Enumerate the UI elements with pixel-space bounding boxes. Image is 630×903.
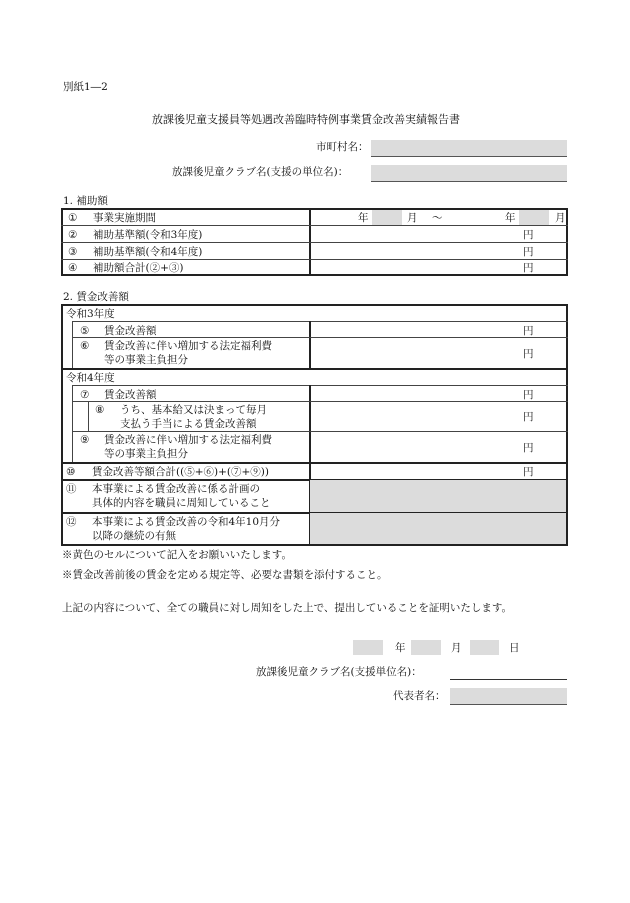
row-number: ③ (68, 246, 78, 258)
r3-heading: 令和3年度 (66, 308, 115, 320)
divider (309, 321, 311, 369)
period-month1-label: 月 (407, 212, 418, 224)
period-end-month-input[interactable] (519, 210, 549, 225)
r3-base-label: 補助基準額(令和3年度) (93, 229, 203, 241)
municipality-input[interactable] (371, 140, 567, 157)
section2-heading: 2. 賃金改善額 (63, 291, 129, 303)
divider (88, 401, 89, 431)
date-year-input[interactable] (353, 640, 383, 655)
date-year-label: 年 (395, 642, 406, 654)
r4-base-pay-label-line2: 支払う手当による賃金改善額 (120, 418, 257, 430)
divider (72, 321, 568, 322)
date-month-input[interactable] (411, 640, 441, 655)
period-month2-label: 月 (555, 212, 566, 224)
row-number: ⑩ (66, 466, 76, 478)
staff-notification-label-line2: 具体的内容を職員に周知していること (92, 497, 271, 509)
staff-notification-input[interactable] (310, 480, 566, 512)
row-number: ⑤ (80, 325, 90, 337)
divider (61, 242, 568, 243)
note-yellow-cells: ※黄色のセルについて記入をお願いいたします。 (62, 549, 292, 561)
divider (61, 368, 568, 370)
divider (72, 337, 568, 338)
staff-notification-label-line1: 本事業による賃金改善に係る計画の (92, 483, 260, 495)
yen-unit: 円 (523, 411, 534, 423)
yen-unit: 円 (523, 389, 534, 401)
row-number: ⑨ (80, 434, 90, 446)
yen-unit: 円 (523, 246, 534, 258)
section1-heading: 1. 補助額 (63, 195, 108, 207)
municipality-label: 市町村名： (316, 141, 369, 153)
r4-heading: 令和4年度 (66, 372, 115, 384)
r4-welfare-label-line2: 等の事業主負担分 (104, 448, 188, 460)
row-number: ② (68, 229, 78, 241)
row-number: ① (68, 212, 78, 224)
row-number: ⑦ (80, 389, 90, 401)
r4-base-pay-label-line1: うち、基本給又は決まって毎月 (120, 404, 267, 416)
r4-welfare-label-line1: 賃金改善に伴い増加する法定福利費 (104, 434, 272, 446)
row-number: ⑥ (80, 340, 90, 352)
r3-welfare-label-line1: 賃金改善に伴い増加する法定福利費 (104, 340, 272, 352)
date-day-label: 日 (509, 642, 520, 654)
document-title: 放課後児童支援員等処遇改善臨時特例事業賃金改善実績報告書 (152, 113, 460, 126)
annex-label: 別紙1―2 (63, 81, 108, 93)
r3-welfare-label-line2: 等の事業主負担分 (104, 354, 188, 366)
date-month-label: 月 (451, 642, 462, 654)
note-attachments: ※賃金改善前後の賃金を定める規定等、必要な書類を添付すること。 (62, 569, 388, 581)
row-number: ④ (68, 262, 78, 274)
period-start-month-input[interactable] (372, 210, 402, 225)
signature-club-input[interactable] (450, 664, 567, 680)
divider (72, 385, 73, 463)
continuation-label-line2: 以降の継続の有無 (92, 530, 176, 542)
period-year1-label: 年 (358, 212, 369, 224)
continuation-input[interactable] (310, 513, 566, 544)
period-year2-label: 年 (505, 212, 516, 224)
representative-input[interactable] (450, 688, 567, 705)
row-number: ⑫ (66, 516, 77, 528)
r3-wage-improvement-label: 賃金改善額 (104, 325, 157, 337)
divider (72, 401, 568, 402)
yen-unit: 円 (523, 348, 534, 360)
yen-unit: 円 (523, 262, 534, 274)
signature-club-label: 放課後児童クラブ名(支援単位名)： (256, 666, 422, 678)
continuation-label-line1: 本事業による賃金改善の令和4年10月分 (92, 516, 281, 528)
divider (309, 385, 311, 463)
yen-unit: 円 (523, 325, 534, 337)
club-name-label: 放課後児童クラブ名(支援の単位名)： (172, 166, 349, 178)
date-day-input[interactable] (470, 640, 499, 655)
row-number: ⑧ (95, 404, 105, 416)
representative-label: 代表者名： (393, 690, 446, 702)
yen-unit: 円 (523, 442, 534, 454)
row-number: ⑪ (66, 483, 77, 495)
divider (72, 385, 568, 386)
period-label: 事業実施期間 (93, 212, 156, 224)
r4-base-label: 補助基準額(令和4年度) (93, 246, 203, 258)
divider (61, 225, 568, 226)
club-name-input[interactable] (371, 165, 567, 182)
r4-wage-improvement-label: 賃金改善額 (104, 389, 157, 401)
divider (61, 259, 568, 260)
divider (61, 462, 568, 464)
divider (72, 321, 73, 369)
divider (72, 431, 568, 432)
tilde: 〜 (432, 212, 443, 224)
subsidy-total-label: 補助額合計(②+③) (93, 262, 184, 274)
yen-unit: 円 (523, 466, 534, 478)
yen-unit: 円 (523, 229, 534, 241)
wage-total-label: 賃金改善等額合計((⑤+⑥)+(⑦+⑨)) (92, 466, 269, 478)
certification-text: 上記の内容について、全ての職員に対し周知をした上で、提出していることを証明いたします。 (62, 602, 513, 614)
